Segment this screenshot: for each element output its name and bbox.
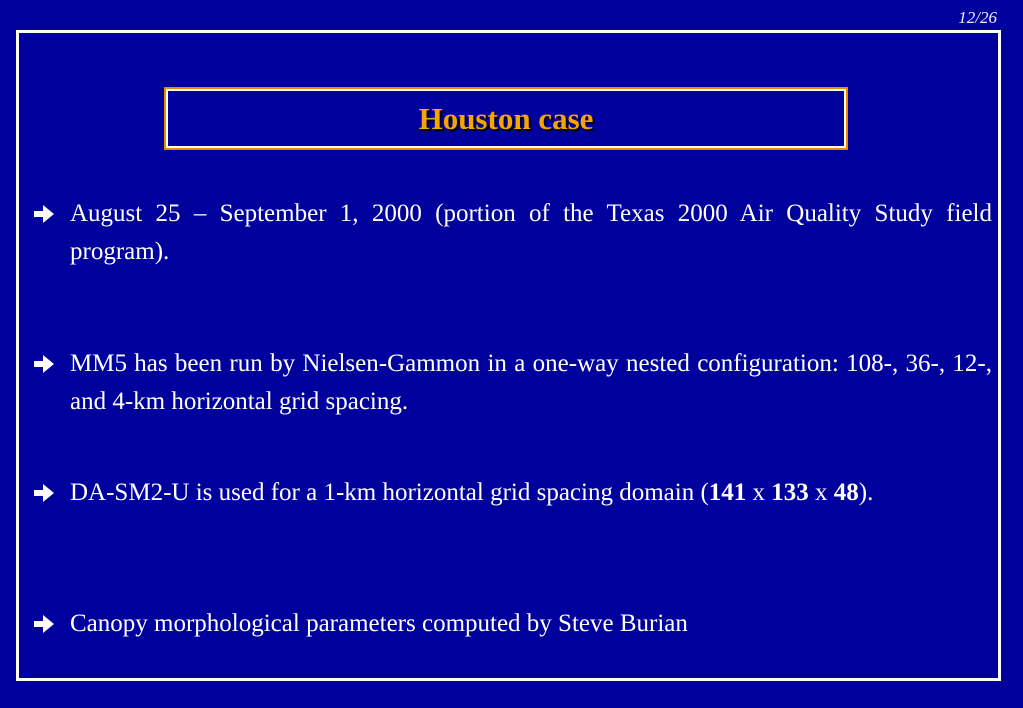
arrow-right-icon xyxy=(34,195,70,271)
bullet-item xyxy=(34,474,992,512)
grid-dim-x: 141 xyxy=(708,479,747,506)
arrow-right-icon xyxy=(34,345,70,421)
grid-dim-y: 133 xyxy=(771,479,809,506)
bullet-text: August 25 – September 1, 2000 (portion of the Texas 2000 Air Quality Study field program). xyxy=(70,200,992,265)
bullet-text xyxy=(70,474,992,512)
dim-separator: x xyxy=(808,479,834,506)
bullet-text: Canopy morphological parameters computed by Steve Burian xyxy=(70,610,688,637)
title-box xyxy=(166,89,846,148)
bullet-text-after: ). xyxy=(858,479,874,506)
grid-dim-z: 48 xyxy=(833,479,859,506)
page-number: 12/26 xyxy=(958,8,997,27)
bullet-item xyxy=(34,345,992,421)
arrow-right-icon xyxy=(34,605,70,643)
dim-separator: x xyxy=(746,479,772,506)
bullet-text-before: DA-SM2-U is used for a 1-km horizontal grid spacing domain ( xyxy=(70,479,709,506)
arrow-right-icon xyxy=(34,474,70,512)
bullet-text: MM5 has been run by Nielsen-Gammon in a one-way nested configuration: 108-, 36-, 12-, and 4-km horizontal grid spacing. xyxy=(70,350,992,415)
slide-title: Houston case xyxy=(418,100,594,136)
bullet-item xyxy=(34,605,992,643)
bullet-item xyxy=(34,195,992,271)
